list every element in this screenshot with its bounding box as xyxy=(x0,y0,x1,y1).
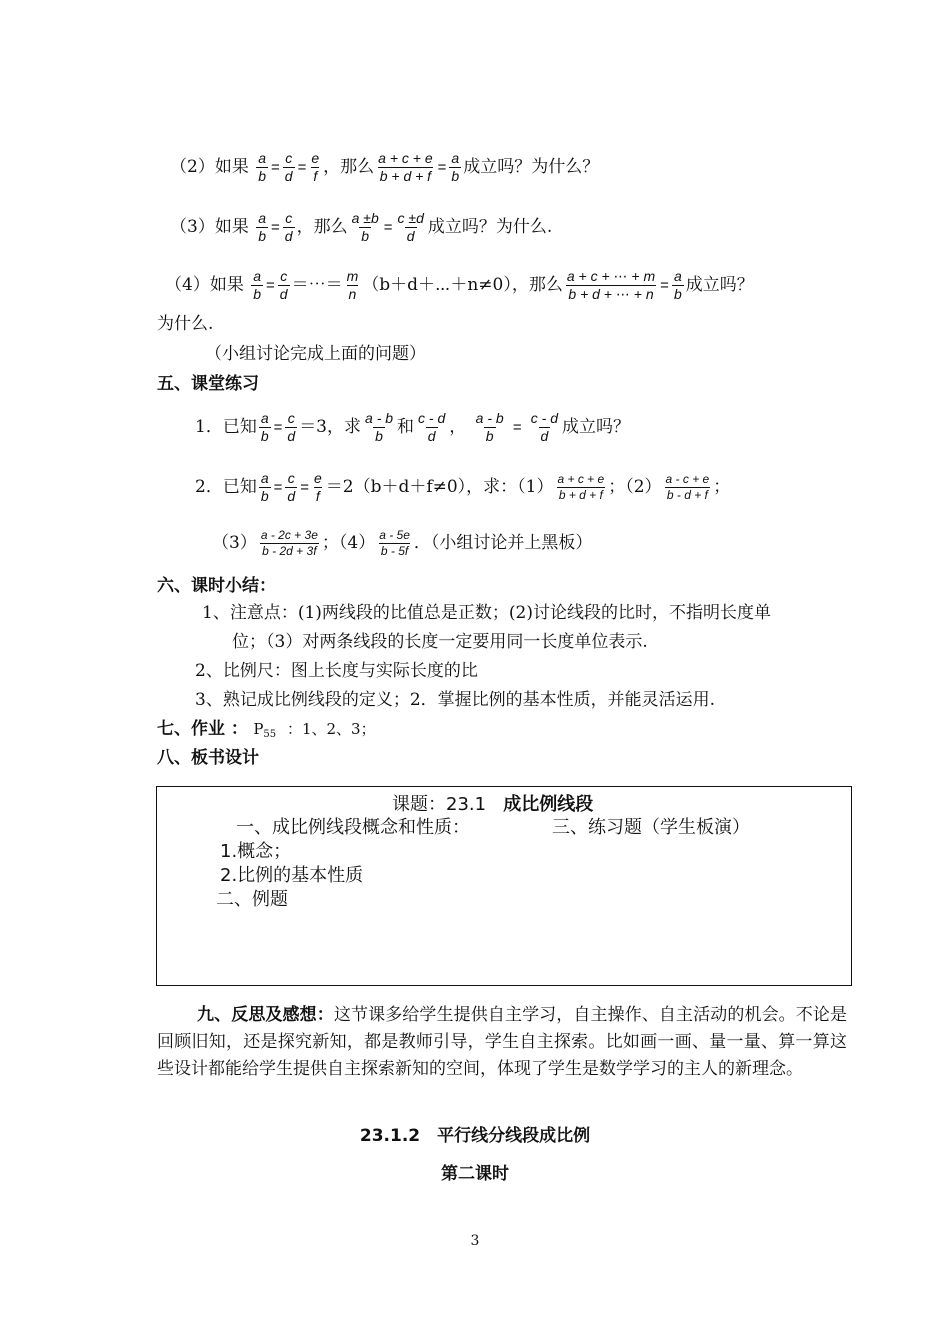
fraction: $\frac{c}{d}$ xyxy=(279,268,288,302)
question-2: （2）如果 $\frac{a}{b}$ = $\frac{c}{d}$ = $\frac{e}{f}$ ，那么 $\frac{a + c + e}{b + d + f}$ = $\frac{a}{b}$ 成立吗？为什么？ xyxy=(170,150,600,184)
fraction: $\frac{a - b}{b}$ xyxy=(365,410,394,444)
fraction: $\frac{a - 5e}{b - 5f}$ xyxy=(379,528,410,558)
text: ；（4） xyxy=(321,533,376,553)
question-3: （3）如果 $\frac{a}{b}$ = $\frac{c}{d}$ ，那么 $\frac{a \pm b}{b}$ = $\frac{c \pm d}{d}$ 成立吗？为什么. xyxy=(170,210,553,244)
text: 成立吗？ xyxy=(685,275,754,295)
fraction: $\frac{a}{b}$ xyxy=(258,150,267,184)
fraction: $\frac{c}{d}$ xyxy=(284,210,293,244)
section-7-heading: 七、作业 ： xyxy=(157,719,248,739)
board-item-examples: 二、例题 xyxy=(216,889,288,910)
board-title: 课题：23.1 成比例线段 xyxy=(392,794,594,815)
fraction: $\frac{a - c + e}{b - d + f}$ xyxy=(665,472,710,502)
fraction: $\frac{c - d}{d}$ xyxy=(530,410,559,444)
exercise-1: 1．已知 $\frac{a}{b}$ = $\frac{c}{d}$ ＝3，求 $\frac{a - b}{b}$ 和 $\frac{c - d}{d}$ ， $\frac{a - b}{b}$ = $\frac{c - d}{d}$ 成立吗？ xyxy=(195,410,631,444)
text: ＝2（b＋d＋f≠0），求：（1） xyxy=(325,477,554,497)
text: ，那么 xyxy=(323,157,375,177)
summary-point-3: 3、熟记成比例线段的定义；2．掌握比例的基本性质，并能灵活运用. xyxy=(195,690,716,710)
text: 成立吗？ xyxy=(562,417,631,437)
section-5-heading: 五、课堂练习 xyxy=(157,374,259,394)
fraction: $\frac{c}{d}$ xyxy=(284,150,293,184)
question-label: （4）如果 xyxy=(165,275,244,295)
next-section-subheading: 第二课时 xyxy=(441,1164,509,1184)
board-item-1: 1.概念； xyxy=(220,841,292,862)
reflection-paragraph xyxy=(157,1002,847,1083)
fraction: $\frac{c \pm d}{d}$ xyxy=(397,210,424,244)
fraction: $\frac{a}{b}$ xyxy=(258,210,267,244)
question-label: （2）如果 xyxy=(170,157,249,177)
fraction: $\frac{m}{n}$ xyxy=(346,268,359,302)
exercise-label: 1．已知 xyxy=(195,417,257,437)
board-row-concepts: 一、成比例线段概念和性质： xyxy=(236,817,470,838)
exercise-2-continuation xyxy=(212,528,592,559)
summary-point-1: 1、注意点：(1)两线段的比值总是正数；(2)讨论线段的比时，不指明长度单 xyxy=(202,603,771,623)
text: 成立吗？为什么. xyxy=(427,217,553,237)
fraction: $\frac{a - b}{b}$ xyxy=(475,410,504,444)
fraction: $\frac{c}{d}$ xyxy=(287,470,296,504)
fraction: $\frac{a \pm b}{b}$ xyxy=(351,210,379,244)
text: ， xyxy=(449,417,467,437)
fraction: $\frac{a - 2c + 3e}{b - 2d + 3f}$ xyxy=(260,528,318,558)
group-discussion-note: （小组讨论完成上面的问题） xyxy=(205,344,426,364)
section-6-heading: 六、课时小结： xyxy=(157,576,276,596)
question-4-continuation: 为什么. xyxy=(157,314,214,334)
fraction: $\frac{a}{b}$ xyxy=(260,470,269,504)
section-9-heading: 九、反思及感想： xyxy=(197,1005,334,1025)
section-8-heading: 八、板书设计 xyxy=(157,748,259,768)
fraction: $\frac{c - d}{d}$ xyxy=(418,410,446,444)
section-7-homework xyxy=(157,718,376,746)
exercise-label: 2．已知 xyxy=(195,477,257,497)
text: （3） xyxy=(212,533,257,553)
board-row-exercises: 三、练习题（学生板演） xyxy=(552,817,750,838)
page-ref: P xyxy=(253,720,264,738)
summary-point-1-cont: 位；（3）对两条线段的长度一定要用同一长度单位表示. xyxy=(232,632,648,652)
fraction: $\frac{a + c + e}{b + d + f}$ xyxy=(378,150,433,184)
reflection-text: 这节课多给学生提供自主学习，自主操作、自主活动的机会。不论是回顾旧知，还是探究新知，都是教师引导，学生自主探索。比如画一画、量一量、算一算这些设计都能给学生提供自主探索新知的空间，体现了学生是数学学习的主人的新理念。 xyxy=(157,1005,848,1079)
page-number: 3 xyxy=(470,1233,480,1249)
text: ．（小组讨论并上黑板） xyxy=(413,533,593,553)
text: ；（2） xyxy=(608,477,662,497)
text: ，那么 xyxy=(296,217,348,237)
text: ； xyxy=(713,477,731,497)
text: 和 xyxy=(397,417,415,437)
text: （b＋d＋⋯＋n≠0），那么 xyxy=(362,275,563,295)
fraction: $\frac{a + c + \cdots + m}{b + d + \cdots + n}$ xyxy=(566,268,656,302)
fraction: $\frac{c}{d}$ xyxy=(287,410,296,444)
page-ref-sub: 55 xyxy=(263,729,277,740)
text: ＝⋯＝ xyxy=(291,275,343,295)
fraction: $\frac{a}{b}$ xyxy=(253,268,262,302)
summary-point-2: 2、比例尺：图上长度与实际长度的比 xyxy=(195,661,478,681)
homework-items: ：1、2、3； xyxy=(286,720,376,738)
text: ＝3，求 xyxy=(299,417,362,437)
question-4: （4）如果 $\frac{a}{b}$ = $\frac{c}{d}$ ＝⋯＝ $\frac{m}{n}$ （b＋d＋⋯＋n≠0），那么 $\frac{a + c + \cdots + m}{b + d + \cdots + n}$ = $\frac{a}{b}$ 成立吗？ xyxy=(165,268,754,302)
exercise-2: 2．已知 $\frac{a}{b}$ = $\frac{c}{d}$ = $\frac{e}{f}$ ＝2（b＋d＋f≠0），求：（1） $\frac{a + c + e}{b + d + f}$ ；（2） $\frac{a - c + e}{b - d + f}$ ； xyxy=(195,470,731,504)
fraction: $\frac{a}{b}$ xyxy=(260,410,269,444)
fraction: $\frac{e}{f}$ xyxy=(313,470,322,504)
text: 成立吗？为什么？ xyxy=(463,157,600,177)
fraction: $\frac{a}{b}$ xyxy=(673,268,682,302)
question-label: （3）如果 xyxy=(170,217,249,237)
fraction: $\frac{e}{f}$ xyxy=(311,150,320,184)
next-section-heading: 23.1.2 平行线分线段成比例 xyxy=(359,1126,591,1146)
board-item-2: 2.比例的基本性质 xyxy=(220,865,364,886)
fraction: $\frac{a}{b}$ xyxy=(451,150,460,184)
fraction: $\frac{a + c + e}{b + d + f}$ xyxy=(557,472,605,502)
